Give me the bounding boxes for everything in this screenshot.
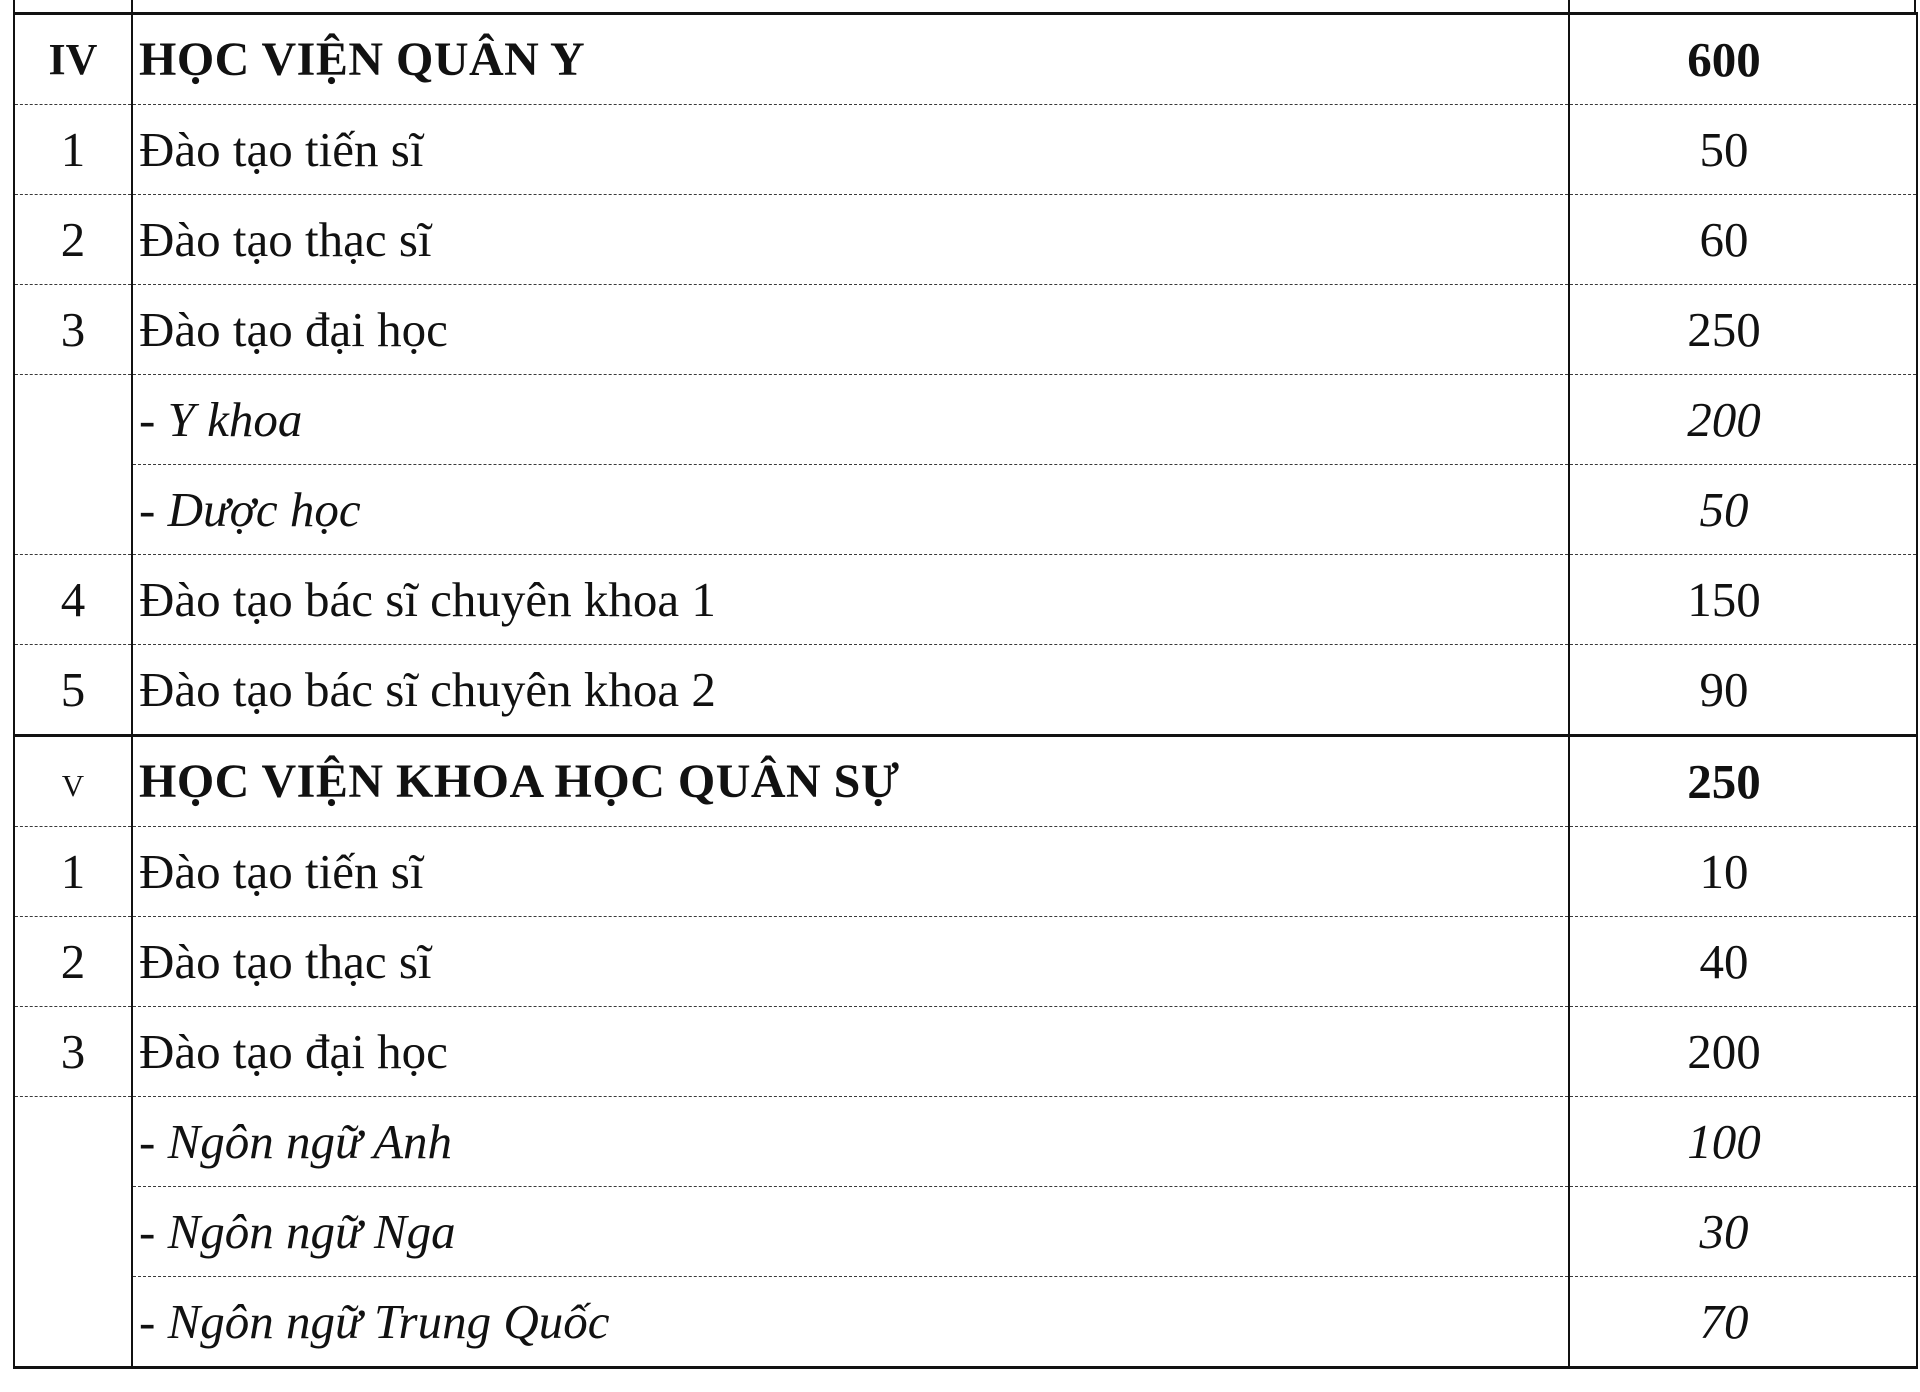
row-label: - Ngôn ngữ Trung Quốc [132,1277,1569,1368]
table-subrow [14,375,1917,465]
row-number: 5 [14,645,132,736]
table-subrow [14,465,1917,555]
row-number: 1 [14,827,132,917]
row-label: Đào tạo tiến sĩ [132,827,1569,917]
row-value: 200 [1569,375,1917,465]
row-label: - Y khoa [132,375,1569,465]
row-label: Đào tạo tiến sĩ [132,105,1569,195]
row-number: 3 [14,285,132,375]
table-row [14,285,1917,375]
row-value: 30 [1569,1187,1917,1277]
table-subrow [14,1187,1917,1277]
row-number-empty [14,1097,132,1187]
section-number: IV [14,14,132,105]
row-label: Đào tạo đại học [132,1007,1569,1097]
section-number [14,736,132,827]
row-label: - Dược học [132,465,1569,555]
row-value: 50 [1569,465,1917,555]
row-number: 3 [14,1007,132,1097]
row-label: Đào tạo đại học [132,285,1569,375]
table-row [14,827,1917,917]
table-subrow [14,1097,1917,1187]
enrollment-quota-table [13,12,1918,1369]
row-label: Đào tạo thạc sĩ [132,917,1569,1007]
row-number-empty [14,1277,132,1368]
table-row [14,555,1917,645]
section-total: 600 [1569,14,1917,105]
section-row-hoc-vien-khoa-hoc-quan-su [14,736,1917,827]
section-row-hoc-vien-quan-y [14,14,1917,105]
table-row [14,105,1917,195]
row-value: 100 [1569,1097,1917,1187]
section-title: HỌC VIỆN KHOA HỌC QUÂN SỰ [132,736,1569,827]
row-label: Đào tạo thạc sĩ [132,195,1569,285]
row-label: - Ngôn ngữ Nga [132,1187,1569,1277]
table-row [14,1007,1917,1097]
table-row [14,917,1917,1007]
row-value: 40 [1569,917,1917,1007]
section-title: HỌC VIỆN QUÂN Y [132,14,1569,105]
row-number: 2 [14,195,132,285]
table-subrow [14,1277,1917,1368]
row-number-empty [14,1187,132,1277]
section-number-text: v [61,756,85,806]
row-value: 60 [1569,195,1917,285]
table-row [14,645,1917,736]
row-number: 4 [14,555,132,645]
table-row [14,195,1917,285]
row-value: 10 [1569,827,1917,917]
row-value: 50 [1569,105,1917,195]
row-value: 200 [1569,1007,1917,1097]
row-value: 90 [1569,645,1917,736]
section-total: 250 [1569,736,1917,827]
row-label: - Ngôn ngữ Anh [132,1097,1569,1187]
row-value: 150 [1569,555,1917,645]
row-label: Đào tạo bác sĩ chuyên khoa 2 [132,645,1569,736]
row-label: Đào tạo bác sĩ chuyên khoa 1 [132,555,1569,645]
row-value: 250 [1569,285,1917,375]
row-value: 70 [1569,1277,1917,1368]
row-number-empty [14,375,132,465]
row-number-empty [14,465,132,555]
row-number: 1 [14,105,132,195]
row-number: 2 [14,917,132,1007]
